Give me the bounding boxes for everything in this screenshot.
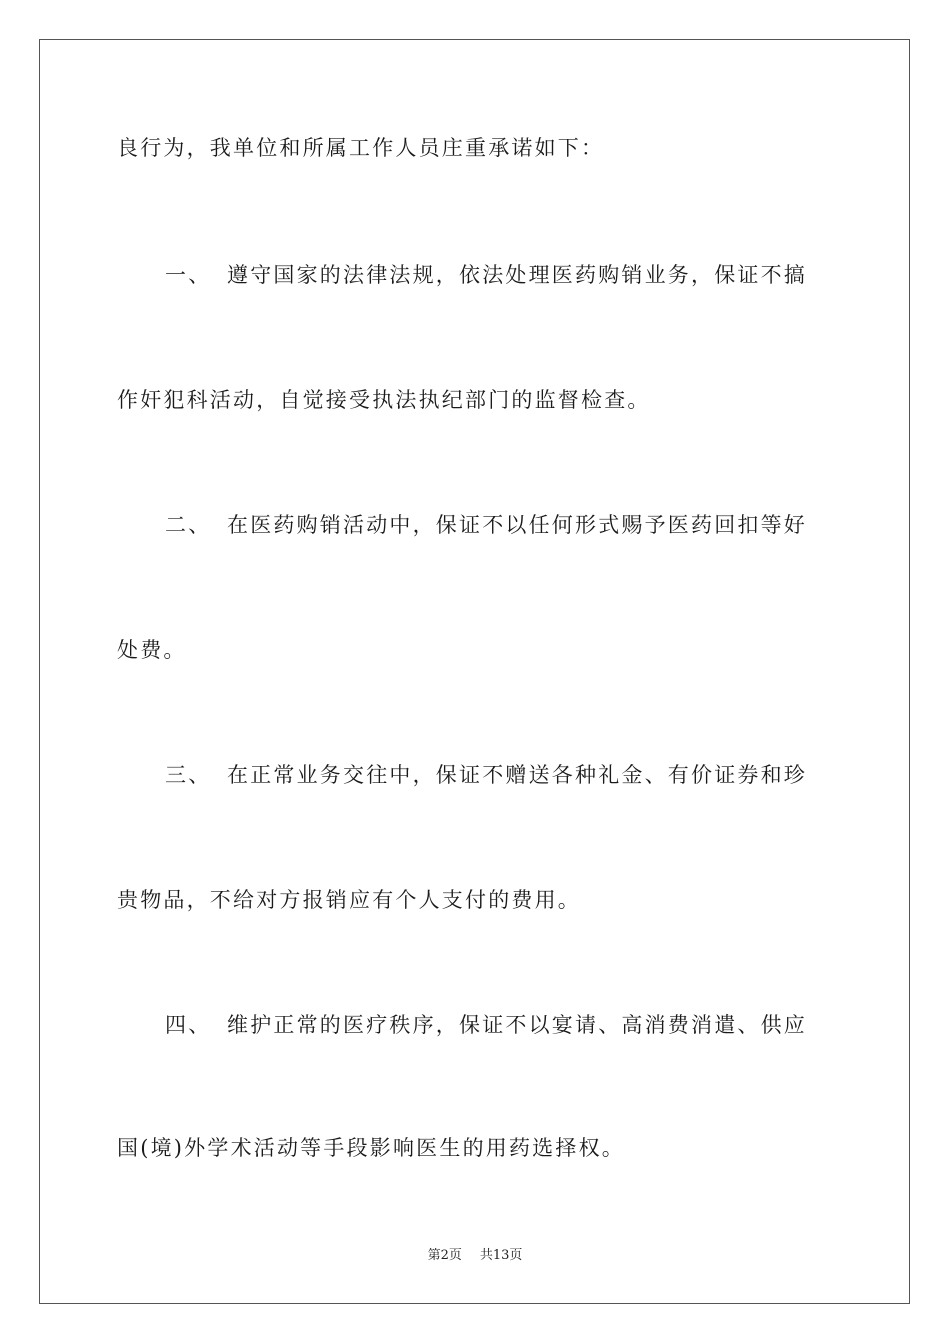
clause-one-line	[165, 261, 885, 289]
line-text: 处费。	[117, 638, 187, 662]
line-text: 作奸犯科活动，自觉接受执法执纪部门的监督检查。	[117, 388, 651, 412]
paragraph-line	[117, 886, 837, 914]
page-number: 第2页	[427, 1248, 462, 1263]
line-text: 国(境)外学术活动等手段影响医生的用药选择权。	[117, 1136, 625, 1160]
clause-marker: 四、	[165, 1013, 212, 1037]
paragraph-line	[117, 386, 837, 414]
clause-marker: 一、	[165, 263, 212, 287]
line-text: 贵物品，不给对方报销应有个人支付的费用。	[117, 888, 581, 912]
clause-marker: 三、	[165, 763, 212, 787]
page-footer	[0, 1247, 950, 1265]
clause-two-line	[165, 511, 885, 539]
page-total: 共13页	[479, 1248, 523, 1263]
line-text: 在医药购销活动中，保证不以任何形式赐予医药回扣等好	[227, 513, 807, 537]
paragraph-line	[117, 134, 837, 162]
paragraph-line	[117, 1134, 837, 1162]
paragraph-line	[117, 636, 837, 664]
line-text: 维护正常的医疗秩序，保证不以宴请、高消费消遣、供应	[227, 1013, 807, 1037]
clause-four-line	[165, 1011, 885, 1039]
line-text: 在正常业务交往中，保证不赠送各种礼金、有价证券和珍	[227, 763, 807, 787]
page-frame	[39, 39, 910, 1304]
clause-three-line	[165, 761, 885, 789]
line-text: 良行为，我单位和所属工作人员庄重承诺如下：	[117, 136, 605, 160]
clause-marker: 二、	[165, 513, 212, 537]
line-text: 遵守国家的法律法规，依法处理医药购销业务，保证不搞	[227, 263, 807, 287]
